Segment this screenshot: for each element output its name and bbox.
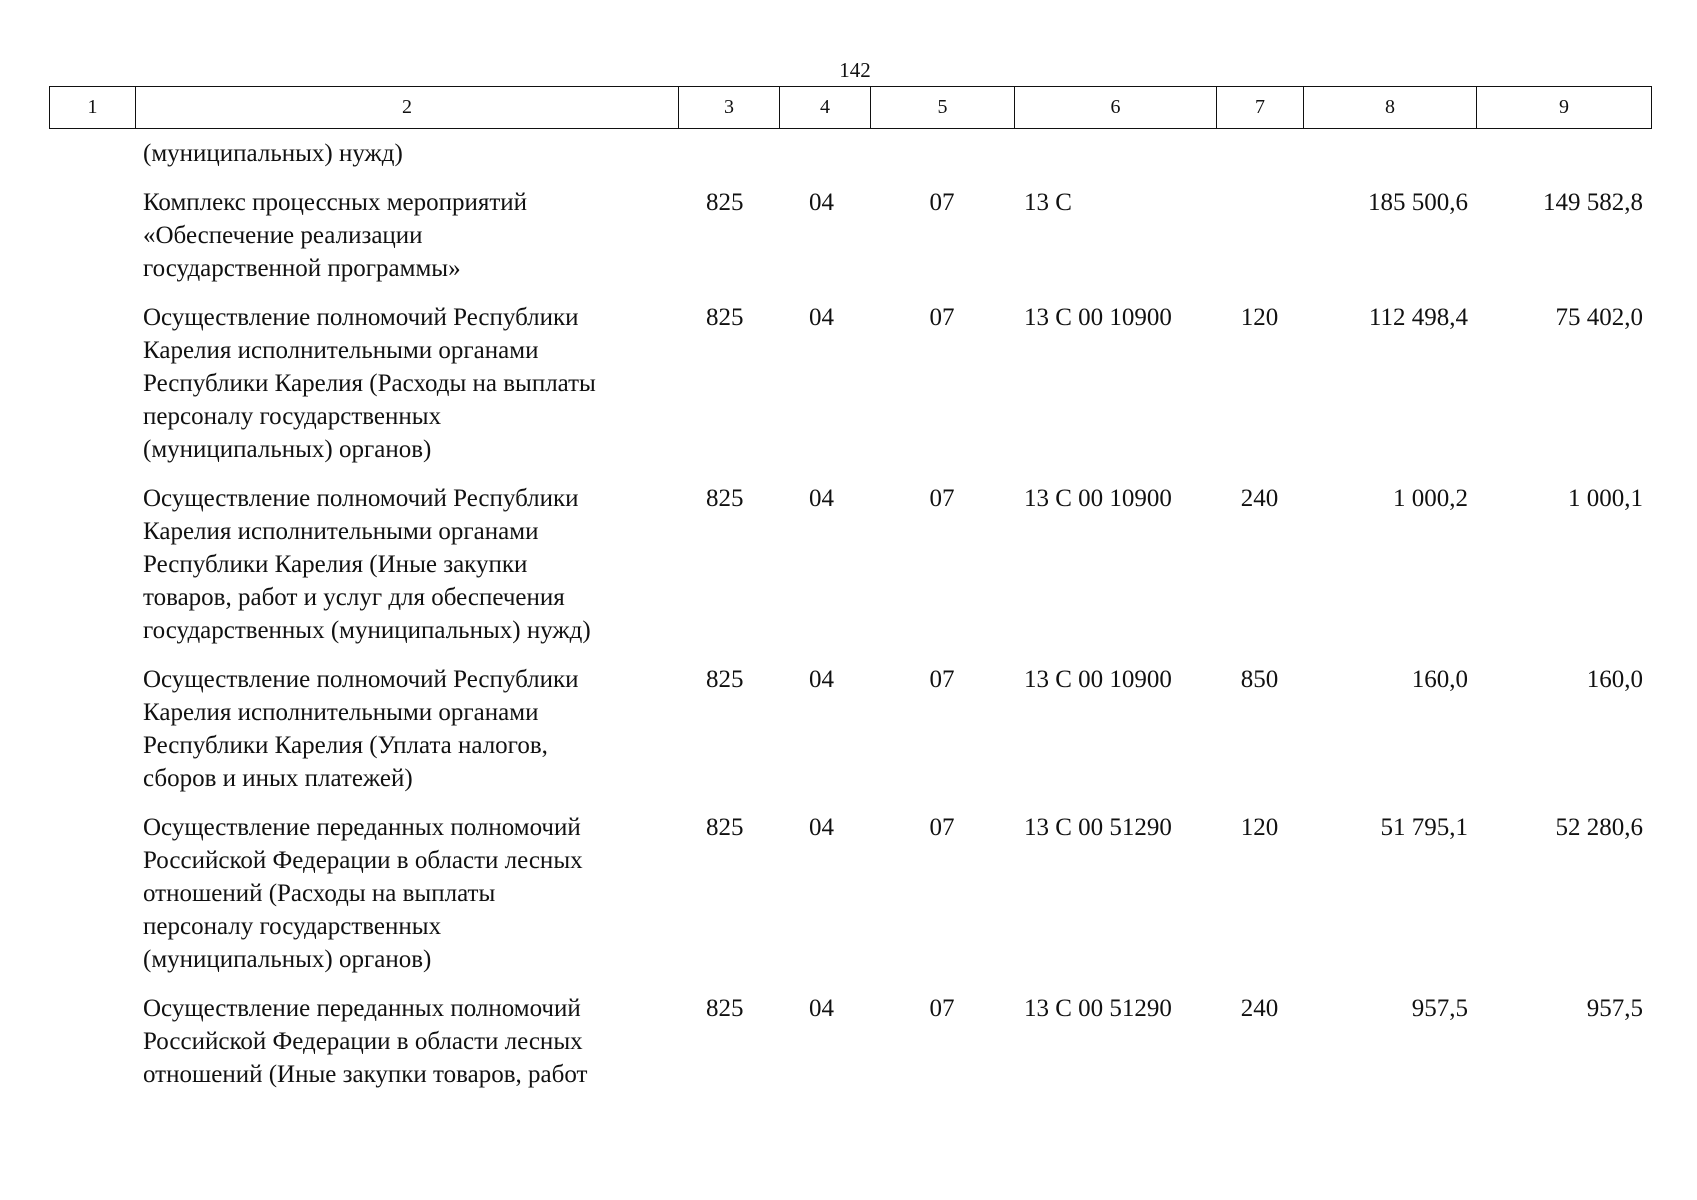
row-amount-col8: 1 000,2 bbox=[1393, 485, 1468, 512]
row-name-line: отношений (Расходы на выплаты bbox=[143, 880, 496, 907]
row-subsection bbox=[870, 137, 1014, 186]
table-row bbox=[49, 482, 1651, 663]
row-name-line: (муниципальных) нужд) bbox=[143, 140, 403, 167]
row-target-article: 13 С 00 10900 bbox=[1024, 666, 1172, 693]
row-name bbox=[49, 301, 678, 482]
column-header-1: 1 bbox=[50, 87, 136, 129]
row-admin-code bbox=[678, 137, 779, 186]
row-section: 04 bbox=[809, 995, 834, 1022]
row-name-line: Осуществление переданных полномочий bbox=[143, 995, 581, 1022]
row-name-line: Карелия исполнительными органами bbox=[143, 518, 539, 545]
row-expense-type bbox=[1216, 186, 1303, 301]
row-subsection: 07 bbox=[929, 485, 955, 512]
row-subsection: 07 bbox=[929, 814, 955, 841]
row-name-line: Республики Карелия (Иные закупки bbox=[143, 551, 528, 578]
row-name-line: персоналу государственных bbox=[143, 913, 442, 940]
row-section: 04 bbox=[809, 189, 834, 216]
row-name-line: (муниципальных) органов) bbox=[143, 946, 432, 973]
row-amount-col8: 160,0 bbox=[1411, 666, 1468, 693]
column-header-4: 4 bbox=[780, 87, 871, 129]
row-expense-type bbox=[1216, 137, 1303, 186]
row-amount-col8: 51 795,1 bbox=[1380, 814, 1468, 841]
row-section bbox=[779, 137, 870, 186]
row-amount-col8: 112 498,4 bbox=[1368, 304, 1468, 331]
row-name-line: отношений (Иные закупки товаров, работ bbox=[143, 1061, 588, 1088]
column-header-6: 6 bbox=[1015, 87, 1217, 129]
row-name bbox=[49, 992, 678, 1107]
row-amount-col8: 185 500,6 bbox=[1368, 189, 1468, 216]
row-name-line: государственной программы» bbox=[143, 255, 461, 282]
row-name-line: (муниципальных) органов) bbox=[143, 436, 432, 463]
row-section: 04 bbox=[809, 666, 834, 693]
row-expense-type: 120 bbox=[1240, 304, 1279, 331]
column-header-2: 2 bbox=[136, 87, 679, 129]
table-rows bbox=[49, 137, 1651, 1107]
row-name-line: Осуществление полномочий Республики bbox=[143, 304, 579, 331]
row-target-article: 13 С 00 10900 bbox=[1024, 304, 1172, 331]
row-expense-type: 850 bbox=[1240, 666, 1279, 693]
row-name-line: персоналу государственных bbox=[143, 403, 442, 430]
row-name-line: сборов и иных платежей) bbox=[143, 765, 413, 792]
row-name-line: Российской Федерации в области лесных bbox=[143, 847, 583, 874]
row-amount-col8: 957,5 bbox=[1411, 995, 1468, 1022]
row-admin-code: 825 bbox=[706, 304, 744, 331]
row-amount-col9: 52 280,6 bbox=[1555, 814, 1643, 841]
row-name-line: Осуществление переданных полномочий bbox=[143, 814, 581, 841]
row-subsection: 07 bbox=[929, 666, 955, 693]
table-row bbox=[49, 301, 1651, 482]
row-name-line: «Обеспечение реализации bbox=[143, 222, 423, 249]
row-section: 04 bbox=[809, 485, 834, 512]
row-amount-col8 bbox=[1303, 137, 1476, 186]
column-header-9: 9 bbox=[1477, 87, 1652, 129]
row-admin-code: 825 bbox=[706, 485, 744, 512]
row-amount-col9 bbox=[1476, 137, 1651, 186]
row-amount-col9: 149 582,8 bbox=[1543, 189, 1643, 216]
column-header-table bbox=[49, 86, 1652, 129]
row-name-line: Республики Карелия (Уплата налогов, bbox=[143, 732, 548, 759]
table-row bbox=[49, 811, 1651, 992]
column-header-5: 5 bbox=[871, 87, 1015, 129]
row-subsection: 07 bbox=[929, 189, 955, 216]
row-target-article bbox=[1014, 137, 1216, 186]
row-name-line: Карелия исполнительными органами bbox=[143, 337, 539, 364]
row-expense-type: 120 bbox=[1240, 814, 1279, 841]
column-header-8: 8 bbox=[1304, 87, 1477, 129]
table-row bbox=[49, 992, 1651, 1107]
row-name-line: Осуществление полномочий Республики bbox=[143, 485, 579, 512]
row-name-line: государственных (муниципальных) нужд) bbox=[143, 617, 591, 644]
row-name-line: Осуществление полномочий Республики bbox=[143, 666, 579, 693]
row-name-line: Комплекс процессных мероприятий bbox=[143, 189, 528, 216]
row-target-article: 13 С 00 51290 bbox=[1024, 995, 1172, 1022]
table-row bbox=[49, 186, 1651, 301]
row-subsection: 07 bbox=[929, 995, 955, 1022]
row-target-article: 13 С 00 10900 bbox=[1024, 485, 1172, 512]
budget-table-body bbox=[49, 137, 1651, 1107]
row-name-line: Российской Федерации в области лесных bbox=[143, 1028, 583, 1055]
row-amount-col9: 75 402,0 bbox=[1555, 304, 1643, 331]
page-number: 142 bbox=[839, 58, 871, 82]
column-header-7: 7 bbox=[1217, 87, 1304, 129]
column-header-3: 3 bbox=[679, 87, 780, 129]
column-header-row bbox=[50, 87, 1652, 129]
row-name bbox=[49, 663, 678, 811]
row-target-article: 13 С 00 51290 bbox=[1024, 814, 1172, 841]
row-target-article: 13 С bbox=[1024, 189, 1072, 216]
row-name bbox=[49, 186, 678, 301]
row-name-line: Республики Карелия (Расходы на выплаты bbox=[143, 370, 596, 397]
row-amount-col9: 1 000,1 bbox=[1568, 485, 1643, 512]
row-name bbox=[49, 811, 678, 992]
row-name-line: Карелия исполнительными органами bbox=[143, 699, 539, 726]
row-name-line: товаров, работ и услуг для обеспечения bbox=[143, 584, 565, 611]
table-row bbox=[49, 663, 1651, 811]
row-admin-code: 825 bbox=[706, 666, 744, 693]
row-name bbox=[49, 137, 678, 186]
row-amount-col9: 957,5 bbox=[1586, 995, 1643, 1022]
row-expense-type: 240 bbox=[1240, 995, 1279, 1022]
row-section: 04 bbox=[809, 814, 834, 841]
row-section: 04 bbox=[809, 304, 834, 331]
row-admin-code: 825 bbox=[706, 995, 744, 1022]
row-admin-code: 825 bbox=[706, 189, 744, 216]
row-expense-type: 240 bbox=[1240, 485, 1279, 512]
row-name bbox=[49, 482, 678, 663]
table-row bbox=[49, 137, 1651, 186]
row-amount-col9: 160,0 bbox=[1586, 666, 1643, 693]
row-admin-code: 825 bbox=[706, 814, 744, 841]
row-subsection: 07 bbox=[929, 304, 955, 331]
